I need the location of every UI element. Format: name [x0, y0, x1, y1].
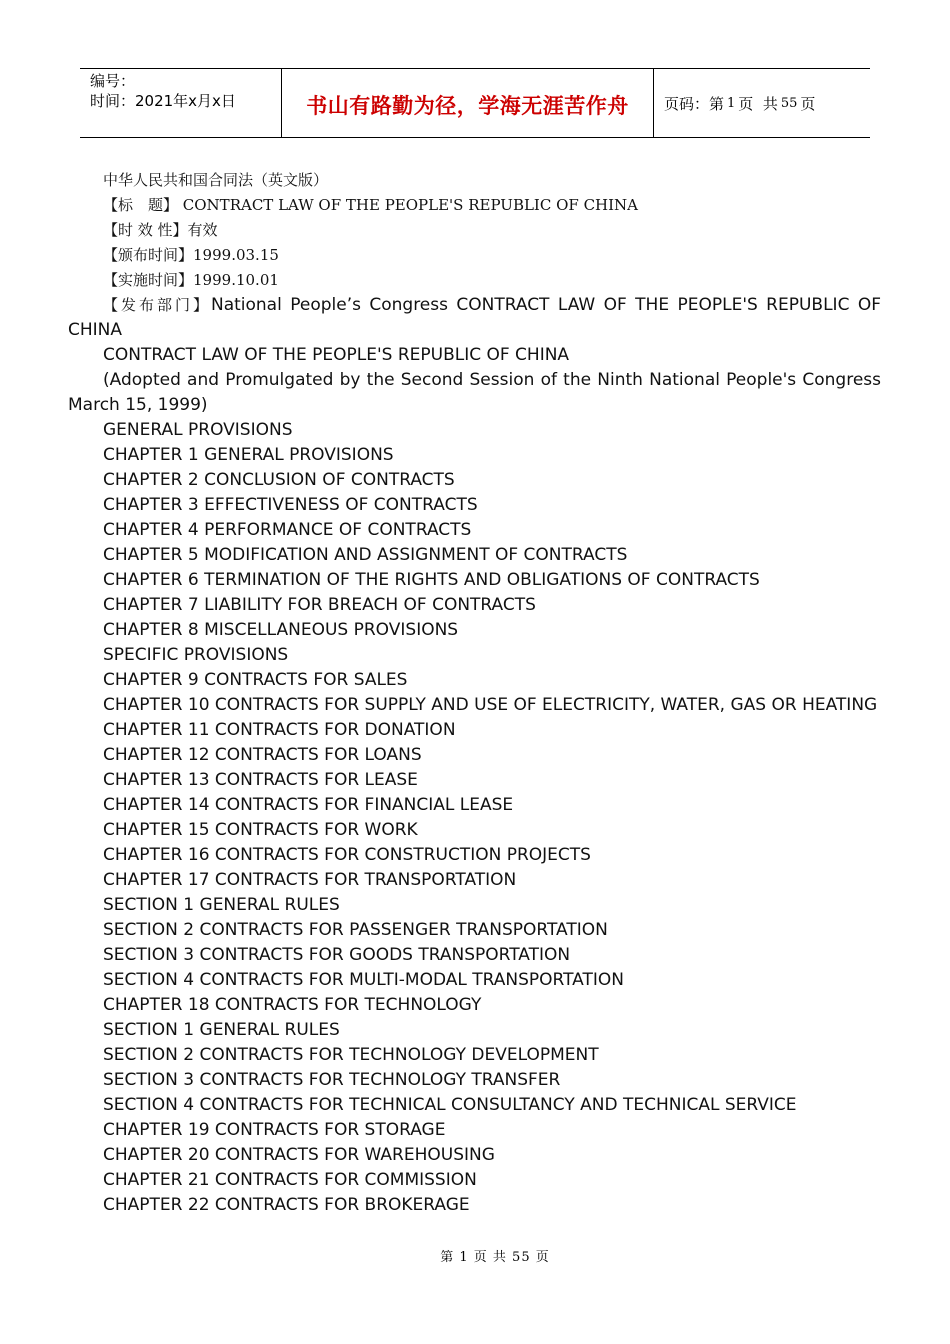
meta-promulgated-row	[68, 243, 881, 268]
meta-title-label: 【标 题】	[103, 196, 179, 214]
meta-title-row	[68, 193, 881, 218]
page-suffix: 页	[800, 94, 816, 113]
contents-line: SECTION 2 CONTRACTS FOR TECHNOLOGY DEVELOPMENT	[103, 1045, 599, 1065]
contents-line: CHAPTER 18 CONTRACTS FOR TECHNOLOGY	[103, 995, 482, 1015]
meta-title-value: CONTRACT LAW OF THE PEOPLE'S REPUBLIC OF CHINA	[178, 196, 639, 214]
document-body	[68, 168, 881, 1218]
contents-line: SECTION 1 GENERAL RULES	[103, 895, 340, 915]
contents-line: CHAPTER 13 CONTRACTS FOR LEASE	[103, 770, 418, 790]
contents-line: SECTION 2 CONTRACTS FOR PASSENGER TRANSPORTATION	[103, 920, 608, 940]
contents-line: SECTION 1 GENERAL RULES	[103, 1020, 340, 1040]
date-label: 时间：2021年x月x日	[90, 92, 236, 110]
meta-validity-value: 有效	[187, 221, 218, 239]
contents-line: SECTION 3 CONTRACTS FOR TECHNOLOGY TRANSFER	[103, 1070, 561, 1090]
contents-line: CHAPTER 3 EFFECTIVENESS OF CONTRACTS	[103, 495, 478, 515]
header-motto-cell	[282, 69, 654, 137]
page-prefix: 页码：第	[664, 94, 725, 113]
page-mid: 页 共	[738, 94, 778, 113]
header-page-cell	[654, 69, 870, 137]
code-label: 编号：	[90, 72, 136, 90]
contents-line: CHAPTER 21 CONTRACTS FOR COMMISSION	[103, 1170, 477, 1190]
meta-effective-row	[68, 268, 881, 293]
meta-issuer-value: National People’s Congress CONTRACT LAW OF THE PEOPLE'S REPUBLIC OF CHINA	[68, 295, 881, 340]
contents-line: CHAPTER 4 PERFORMANCE OF CONTRACTS	[103, 520, 472, 540]
contents-line: SPECIFIC PROVISIONS	[103, 645, 289, 665]
meta-validity-row	[68, 218, 881, 243]
header-info-cell	[80, 69, 282, 137]
contents-line: CONTRACT LAW OF THE PEOPLE'S REPUBLIC OF CHINA	[103, 345, 570, 365]
contents-line: CHAPTER 12 CONTRACTS FOR LOANS	[103, 745, 422, 765]
contents-line: CHAPTER 22 CONTRACTS FOR BROKERAGE	[103, 1195, 470, 1215]
contents-line: CHAPTER 16 CONTRACTS FOR CONSTRUCTION PROJECTS	[103, 845, 591, 865]
contents-list	[68, 343, 881, 1218]
contents-line: CHAPTER 10 CONTRACTS FOR SUPPLY AND USE OF ELECTRICITY, WATER, GAS OR HEATING	[103, 695, 878, 715]
contents-line: CHAPTER 6 TERMINATION OF THE RIGHTS AND OBLIGATIONS OF CONTRACTS	[103, 570, 760, 590]
page-footer: 第 1 页 共 55 页	[440, 1250, 550, 1265]
contents-line: CHAPTER 11 CONTRACTS FOR DONATION	[103, 720, 456, 740]
contents-line: SECTION 4 CONTRACTS FOR TECHNICAL CONSULTANCY AND TECHNICAL SERVICE	[103, 1095, 797, 1115]
page-header	[80, 68, 870, 138]
contents-line: CHAPTER 20 CONTRACTS FOR WAREHOUSING	[103, 1145, 495, 1165]
meta-effective-label: 【实施时间】	[103, 271, 194, 289]
document-title: 中华人民共和国合同法（英文版）	[103, 171, 329, 189]
contents-line: CHAPTER 8 MISCELLANEOUS PROVISIONS	[103, 620, 459, 640]
contents-line: GENERAL PROVISIONS	[103, 420, 293, 440]
contents-line: CHAPTER 2 CONCLUSION OF CONTRACTS	[103, 470, 455, 490]
motto-text: 书山有路勤为径，学海无涯苦作舟	[306, 94, 629, 118]
contents-line: CHAPTER 19 CONTRACTS FOR STORAGE	[103, 1120, 446, 1140]
contents-line: CHAPTER 14 CONTRACTS FOR FINANCIAL LEASE	[103, 795, 514, 815]
meta-promulgated-label: 【颁布时间】	[103, 246, 194, 264]
contents-line: CHAPTER 5 MODIFICATION AND ASSIGNMENT OF CONTRACTS	[103, 545, 628, 565]
contents-line: CHAPTER 1 GENERAL PROVISIONS	[103, 445, 394, 465]
page-total: 55	[780, 95, 798, 111]
contents-line: CHAPTER 7 LIABILITY FOR BREACH OF CONTRACTS	[103, 595, 536, 615]
contents-line: SECTION 4 CONTRACTS FOR MULTI-MODAL TRANSPORTATION	[103, 970, 624, 990]
meta-issuer-label: 【发布部门】	[103, 296, 211, 314]
contents-line: SECTION 3 CONTRACTS FOR GOODS TRANSPORTATION	[103, 945, 571, 965]
contents-line: CHAPTER 9 CONTRACTS FOR SALES	[103, 670, 408, 690]
meta-effective-value: 1999.10.01	[193, 271, 279, 289]
meta-validity-label: 【时 效 性】	[103, 221, 188, 239]
meta-issuer-row	[68, 293, 881, 343]
contents-line: CHAPTER 15 CONTRACTS FOR WORK	[103, 820, 418, 840]
meta-promulgated-value: 1999.03.15	[193, 246, 279, 264]
contents-line: (Adopted and Promulgated by the Second Session of the Ninth National People's Congress March 15, 1999)	[68, 370, 881, 415]
contents-line: CHAPTER 17 CONTRACTS FOR TRANSPORTATION	[103, 870, 517, 890]
page-number: 1	[727, 95, 736, 111]
